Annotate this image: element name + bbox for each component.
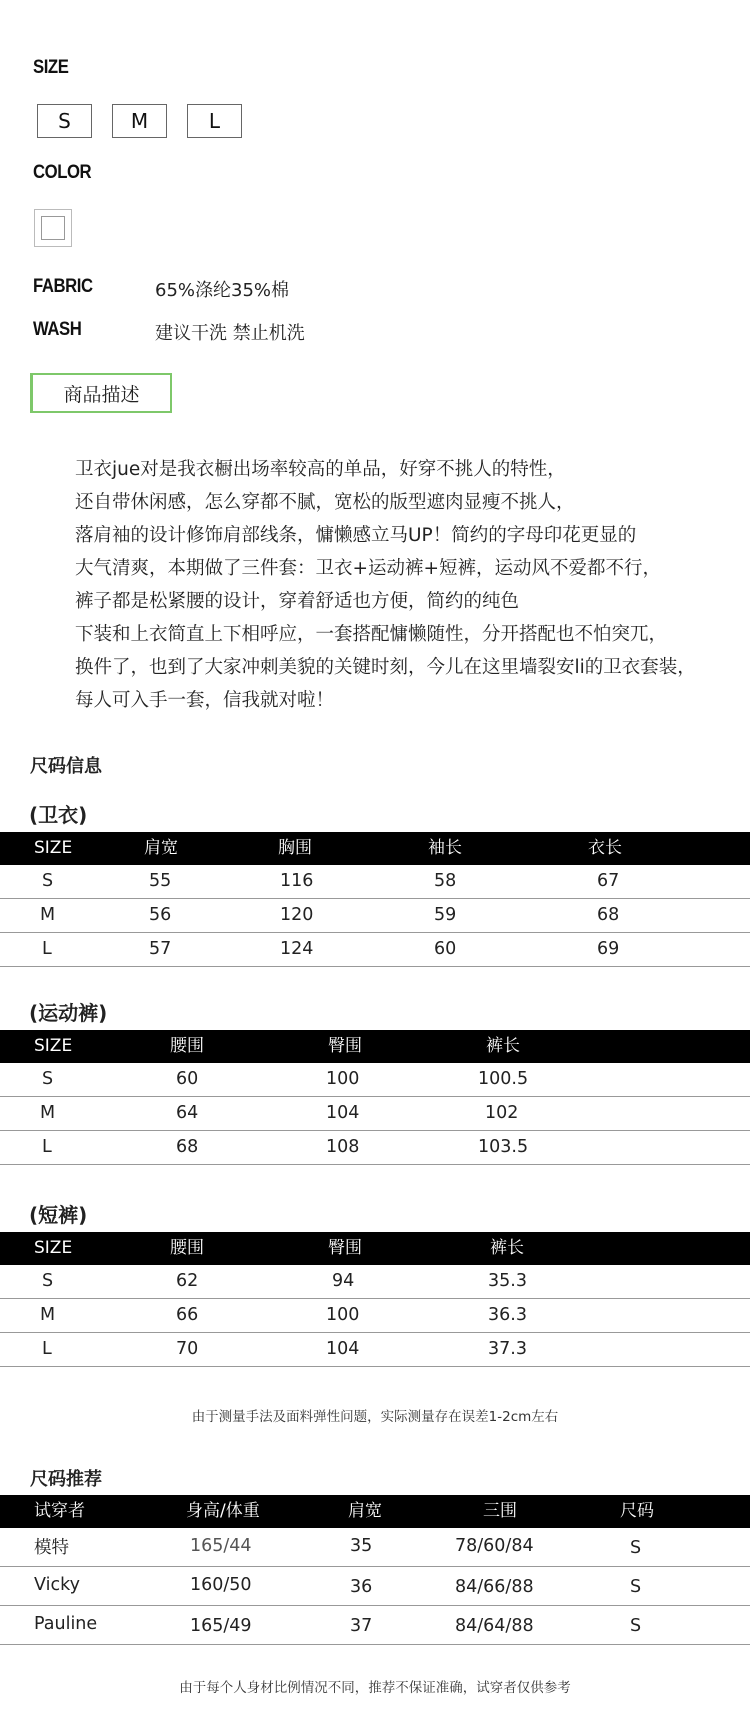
description-line: 还自带休闲感，怎么穿都不腻，宽松的版型遮肉显瘦不挑人， xyxy=(75,492,575,513)
table-cell: 64 xyxy=(176,1103,199,1123)
table-cell: 100 xyxy=(326,1069,360,1089)
table-cell: 94 xyxy=(332,1271,355,1291)
table-cell: M xyxy=(40,905,56,925)
table-cell: 120 xyxy=(280,905,314,925)
header-cell: 三围 xyxy=(483,1501,517,1521)
header-cell: 肩宽 xyxy=(348,1501,382,1521)
table-cell: 59 xyxy=(434,905,457,925)
table-cell: 103.5 xyxy=(478,1137,529,1157)
table-cell: 78/60/84 xyxy=(455,1536,534,1556)
header-cell: 裤长 xyxy=(486,1036,520,1056)
table-cell: S xyxy=(630,1577,642,1597)
header-cell: SIZE xyxy=(34,838,73,858)
joggers-size-table xyxy=(0,1030,750,1165)
recommend-note: 由于每个人身材比例情况不同，推荐不保证准确，试穿者仅供参考 xyxy=(179,1680,571,1696)
table-cell: 68 xyxy=(597,905,620,925)
table-cell: 84/66/88 xyxy=(455,1577,534,1597)
header-cell: SIZE xyxy=(34,1238,73,1258)
fabric-value: 65%涤纶35%棉 xyxy=(155,280,290,301)
shorts-size-table xyxy=(0,1232,750,1367)
table-row xyxy=(0,1097,750,1131)
table-cell: 62 xyxy=(176,1271,199,1291)
description-line: 换件了，也到了大家冲刺美貌的关键时刻，今儿在这里墙裂安li的卫衣套装， xyxy=(75,657,696,678)
table-cell: 37 xyxy=(350,1616,373,1636)
wash-value: 建议干洗 禁止机洗 xyxy=(155,323,305,344)
table-cell: 70 xyxy=(176,1339,199,1359)
header-cell: 袖长 xyxy=(428,838,462,858)
hoodie-table-title: (卫衣) xyxy=(29,803,88,827)
table-header xyxy=(0,1030,750,1063)
size-option-l[interactable]: L xyxy=(187,104,242,138)
table-cell: 108 xyxy=(326,1137,360,1157)
size-options xyxy=(37,104,242,138)
description-line: 下装和上衣简直上下相呼应，一套搭配慵懒随性，分开搭配也不怕突兀， xyxy=(75,624,668,645)
table-cell: 58 xyxy=(434,871,457,891)
joggers-table-title: (运动裤) xyxy=(29,1001,108,1025)
table-cell: S xyxy=(630,1616,642,1636)
table-cell: 67 xyxy=(597,871,620,891)
table-row xyxy=(0,1265,750,1299)
table-cell: L xyxy=(42,939,52,959)
hoodie-size-table xyxy=(0,832,750,967)
table-cell: 55 xyxy=(149,871,172,891)
table-row xyxy=(0,1131,750,1165)
header-cell: 试穿者 xyxy=(34,1501,85,1521)
measurement-note: 由于测量手法及面料弹性问题，实际测量存在误差1-2cm左右 xyxy=(191,1409,559,1425)
color-swatch-inner xyxy=(41,216,65,240)
header-cell: 尺码 xyxy=(620,1501,654,1521)
table-cell: 36.3 xyxy=(488,1305,527,1325)
table-header xyxy=(0,832,750,865)
table-cell: S xyxy=(42,871,54,891)
description-line: 落肩袖的设计修饰肩部线条，慵懒感立马UP！简约的字母印花更显的 xyxy=(75,525,637,546)
table-cell: 57 xyxy=(149,939,172,959)
description-line: 大气清爽，本期做了三件套：卫衣+运动裤+短裤，运动风不爱都不行， xyxy=(75,558,662,579)
table-cell: 69 xyxy=(597,939,620,959)
table-cell: 100 xyxy=(326,1305,360,1325)
table-cell: M xyxy=(40,1305,56,1325)
table-cell: L xyxy=(42,1137,52,1157)
table-cell: S xyxy=(42,1271,54,1291)
header-cell: 腰围 xyxy=(170,1238,204,1258)
table-row xyxy=(0,899,750,933)
table-row xyxy=(0,1567,750,1606)
description-line: 裤子都是松紧腰的设计，穿着舒适也方便，简约的纯色 xyxy=(75,591,520,612)
table-row xyxy=(0,1333,750,1367)
table-row xyxy=(0,1606,750,1645)
size-info-title: 尺码信息 xyxy=(30,756,102,777)
table-cell: L xyxy=(42,1339,52,1359)
table-cell: 160/50 xyxy=(190,1575,252,1595)
header-cell: 衣长 xyxy=(588,838,622,858)
table-cell: 68 xyxy=(176,1137,199,1157)
table-cell: 124 xyxy=(280,939,314,959)
table-row xyxy=(0,1299,750,1333)
description-line: 卫衣jue对是我衣橱出场率较高的单品，好穿不挑人的特性， xyxy=(75,459,566,480)
size-label: SIZE xyxy=(33,57,69,78)
table-cell: 36 xyxy=(350,1577,373,1597)
header-cell: SIZE xyxy=(34,1036,73,1056)
table-row xyxy=(0,1063,750,1097)
table-cell: 165/44 xyxy=(190,1536,252,1556)
table-cell: 60 xyxy=(176,1069,199,1089)
description-tag: 商品描述 xyxy=(30,373,172,413)
table-cell: 102 xyxy=(485,1103,519,1123)
wash-label: WASH xyxy=(33,319,82,340)
header-cell: 臀围 xyxy=(328,1036,362,1056)
size-option-s[interactable]: S xyxy=(37,104,92,138)
description-text xyxy=(75,453,745,717)
size-option-m[interactable]: M xyxy=(112,104,167,138)
table-cell: 165/49 xyxy=(190,1616,252,1636)
table-cell: 模特 xyxy=(34,1538,69,1558)
table-cell: M xyxy=(40,1103,56,1123)
header-cell: 裤长 xyxy=(490,1238,524,1258)
header-cell: 肩宽 xyxy=(144,838,178,858)
table-cell: 104 xyxy=(326,1103,360,1123)
table-cell: 37.3 xyxy=(488,1339,527,1359)
header-cell: 臀围 xyxy=(328,1238,362,1258)
color-label: COLOR xyxy=(33,162,92,183)
table-cell: 66 xyxy=(176,1305,199,1325)
table-cell: 116 xyxy=(280,871,314,891)
table-cell: S xyxy=(42,1069,54,1089)
description-line: 每人可入手一套，信我就对啦！ xyxy=(75,690,335,711)
size-recommend-table xyxy=(0,1495,750,1645)
header-cell: 腰围 xyxy=(170,1036,204,1056)
header-cell: 胸围 xyxy=(278,838,312,858)
size-recommend-title: 尺码推荐 xyxy=(30,1469,102,1490)
table-cell: 56 xyxy=(149,905,172,925)
table-cell: 35 xyxy=(350,1536,373,1556)
table-header xyxy=(0,1232,750,1265)
table-cell: 84/64/88 xyxy=(455,1616,534,1636)
table-cell: 104 xyxy=(326,1339,360,1359)
table-cell: Vicky xyxy=(34,1575,80,1595)
table-row xyxy=(0,1528,750,1567)
table-header xyxy=(0,1495,750,1528)
table-row xyxy=(0,865,750,899)
table-cell: Pauline xyxy=(34,1614,98,1634)
table-cell: 35.3 xyxy=(488,1271,527,1291)
color-swatch-white[interactable] xyxy=(34,209,72,247)
table-cell: S xyxy=(630,1538,642,1558)
table-cell: 60 xyxy=(434,939,457,959)
fabric-label: FABRIC xyxy=(33,276,93,297)
shorts-table-title: (短裤) xyxy=(29,1203,88,1227)
table-row xyxy=(0,933,750,967)
header-cell: 身高/体重 xyxy=(186,1501,260,1521)
table-cell: 100.5 xyxy=(478,1069,529,1089)
